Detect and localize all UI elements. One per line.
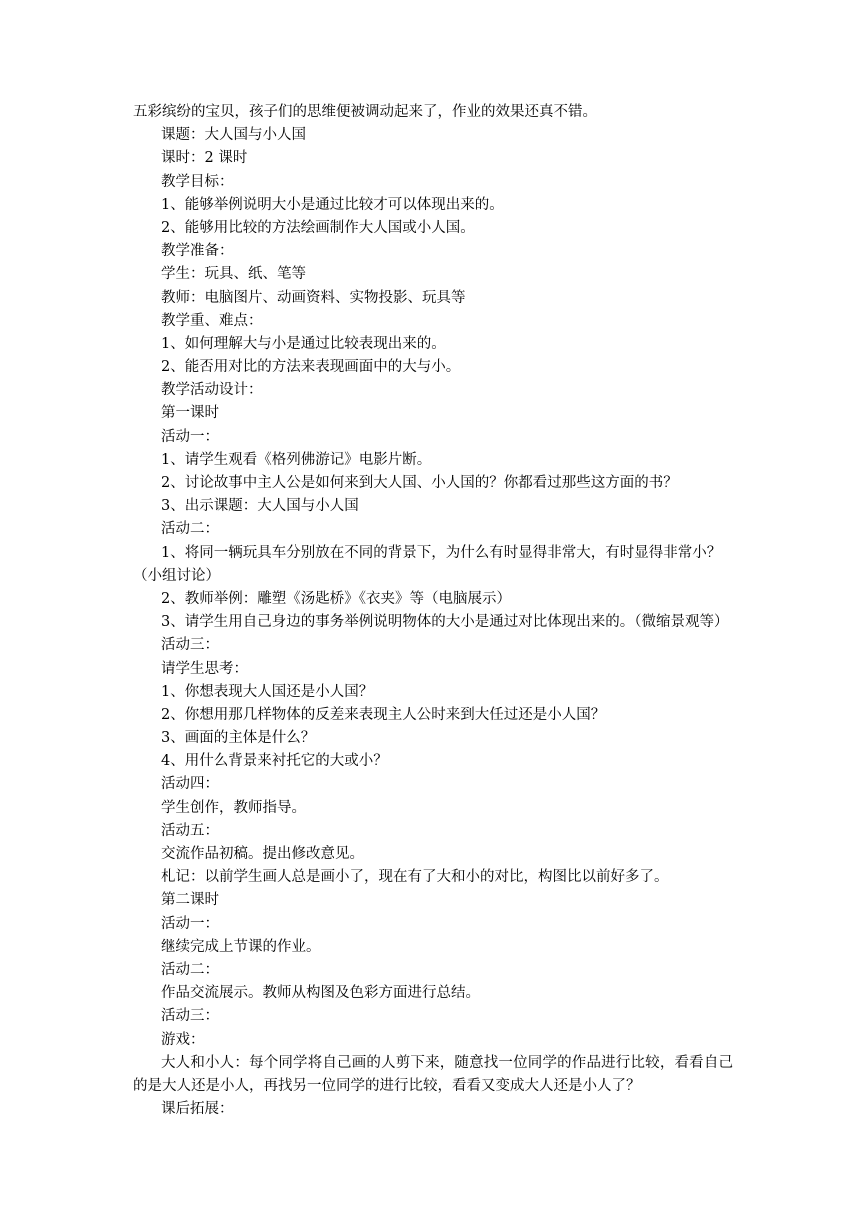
text-line: 2、讨论故事中主人公是如何来到大人国、小人国的？你都看过那些这方面的书？ [161,475,678,491]
text-line: 活动一： [161,915,219,932]
text-line: 活动二： [161,961,219,978]
text-line: 请学生思考： [161,660,248,677]
text-line: 教学重、难点： [161,312,263,329]
text-line: 2、教师举例：雕塑《汤匙桥》《衣夹》等（电脑展示） [161,590,511,607]
text-line: 游戏： [161,1031,205,1048]
text-line: 3、画面的主体是什么？ [161,730,316,747]
text-line: 课题：大人国与小人国 [161,127,306,144]
text-line: 五彩缤纷的宝贝，孩子们的思维便被调动起来了，作业的效果还真不错。 [133,104,597,120]
text-line: 3、出示课题：大人国与小人国 [161,498,359,515]
text-line: 教学准备： [161,243,234,260]
text-line: 4、用什么背景来衬托它的大或小？ [161,753,388,770]
text-line: 2、能够用比较的方法绘画制作大人国或小人国。 [161,219,475,236]
text-line: 继续完成上节课的作业。 [161,938,321,955]
text-line: 教师：电脑图片、动画资料、实物投影、玩具等 [161,289,466,306]
text-line: 1、将同一辆玩具车分别放在不同的背景下，为什么有时显得非常大，有时显得非常小？ [161,544,722,561]
text-line: 教学目标： [161,173,234,190]
text-line: 课时：2 课时 [161,150,248,167]
text-line: 2、能否用对比的方法来表现画面中的大与小。 [161,359,461,376]
text-line: 活动二： [161,521,219,538]
text-line: 札记：以前学生画人总是画小了，现在有了大和小的对比，构图比以前好多了。 [161,869,669,886]
text-line: 2、你想用那几样物体的反差来表现主人公时来到大任过还是小人国？ [161,706,606,723]
text-line: 活动四： [161,776,219,793]
text-line: 学生创作，教师指导。 [161,799,306,816]
text-line: （小组讨论） [133,567,220,584]
text-line: 活动一： [161,428,219,445]
text-line: 活动三： [161,637,219,654]
text-line: 活动三： [161,1008,219,1025]
text-line: 1、请学生观看《格列佛游记》电影片断。 [161,451,432,468]
text-line: 交流作品初稿。提出修改意见。 [161,846,364,862]
game-description-paragraph: 大人和小人：每个同学将自己画的人剪下来，随意找一位同学的作品进行比较，看看自己的是大人还是小人，再找另一位同学的进行比较，看看又变成大人还是小人了？ [133,1054,733,1094]
text-line: 3、请学生用自己身边的事务举例说明物体的大小是通过对比体现出来的。（微缩景观等） [161,614,729,631]
text-line: 作品交流展示。教师从构图及色彩方面进行总结。 [161,985,480,1002]
text-line: 1、能够举例说明大小是通过比较才可以体现出来的。 [161,196,504,213]
text-line: 学生：玩具、纸、笔等 [161,266,306,283]
text-line: 第一课时 [161,405,219,422]
text-line: 活动五： [161,822,219,839]
text-line: 教学活动设计： [161,382,263,399]
document-body [133,101,733,1121]
text-line: 1、如何理解大与小是通过比较表现出来的。 [161,335,446,352]
text-line: 课后拓展： [161,1101,234,1118]
text-line: 第二课时 [161,892,219,909]
text-line: 1、你想表现大人国还是小人国？ [161,683,374,700]
